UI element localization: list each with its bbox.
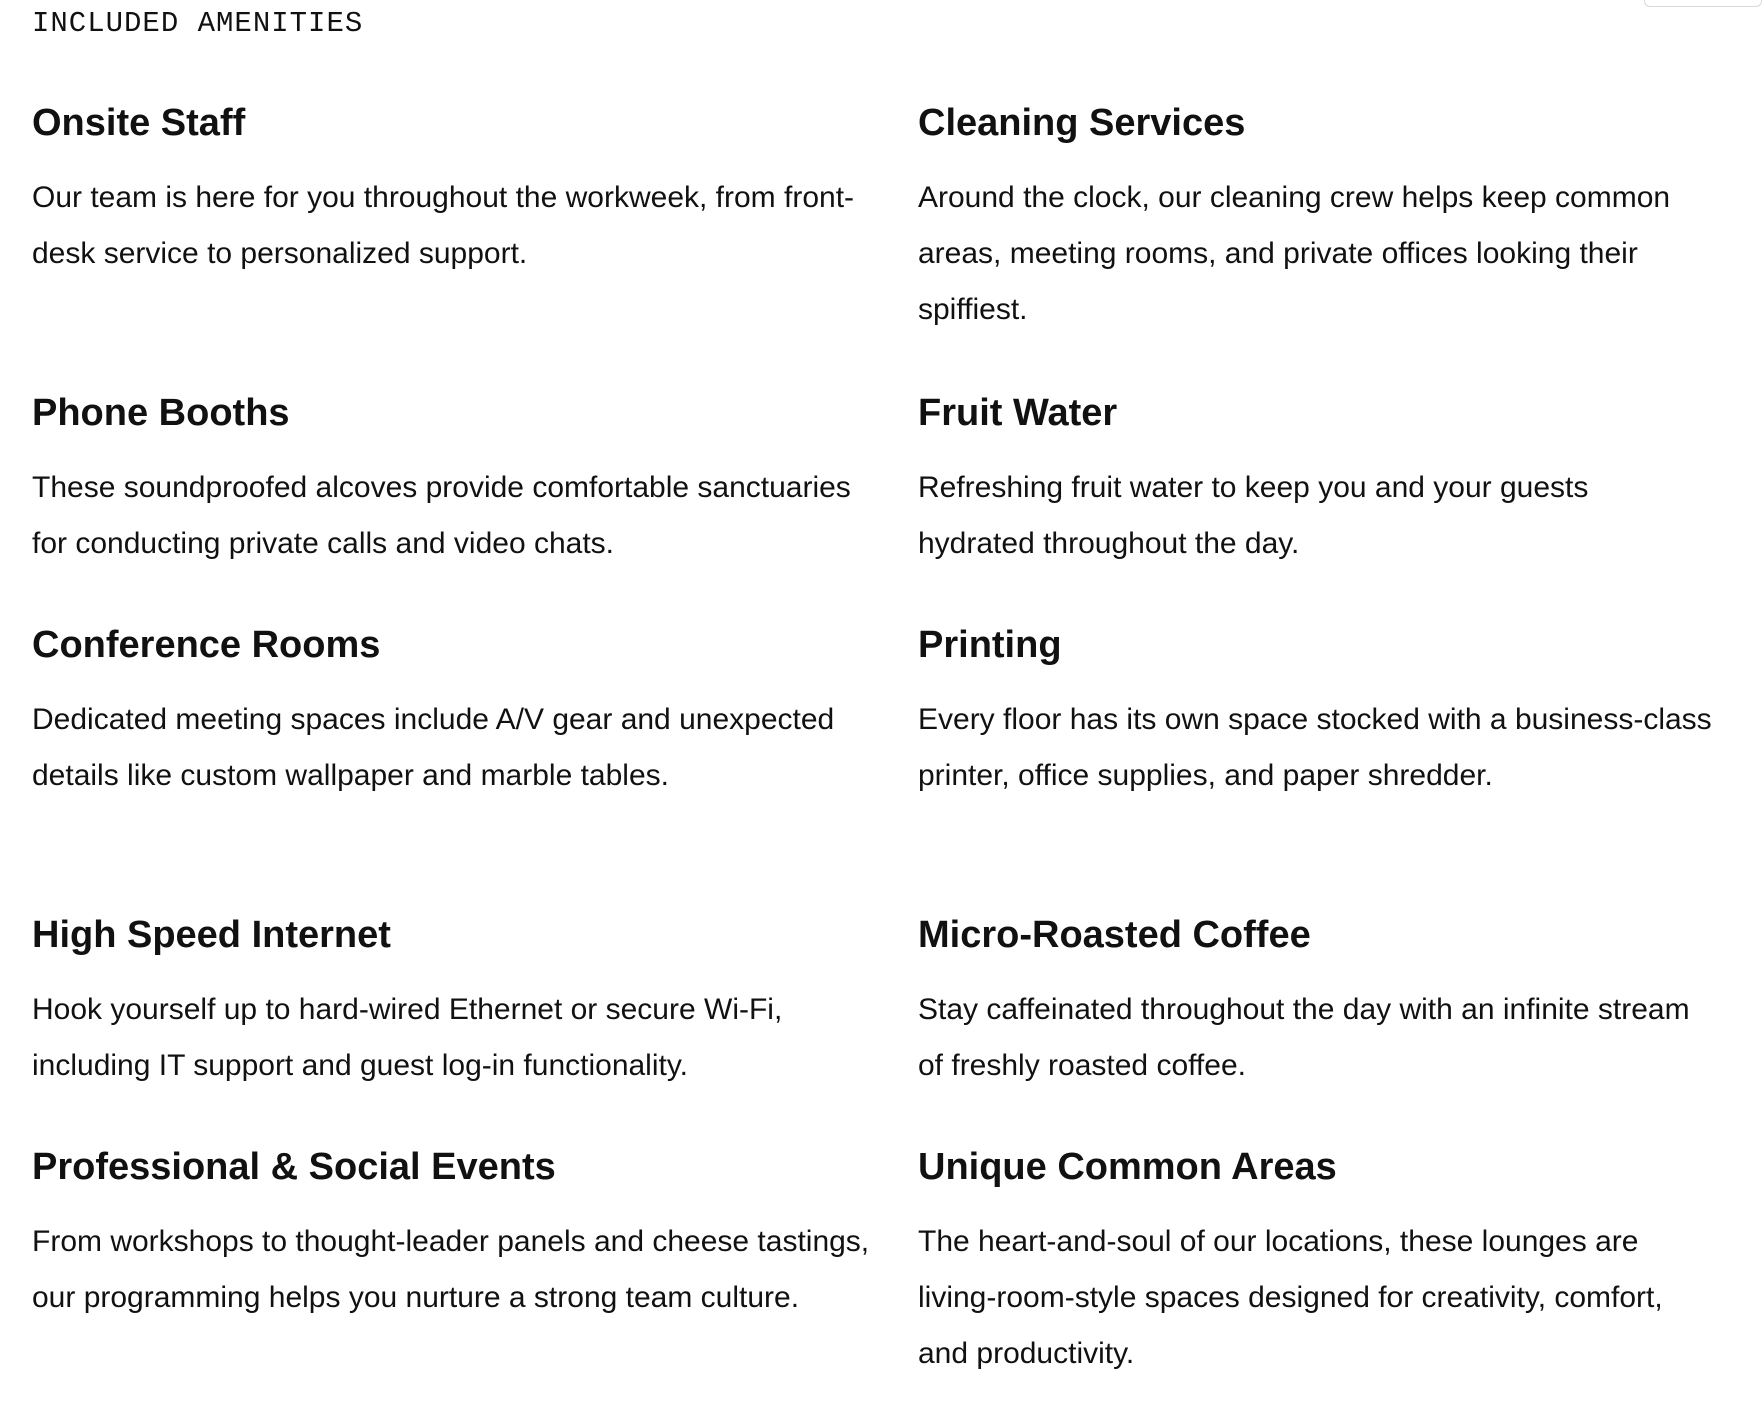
- amenity-title: Professional & Social Events: [32, 1146, 556, 1188]
- amenity-printing: [918, 622, 1752, 912]
- amenity-phone-booths: [32, 390, 918, 622]
- amenity-description: Around the clock, our cleaning crew helps keep common areas, meeting rooms, and private offices looking their spiffiest.: [918, 181, 1671, 326]
- amenity-unique-common-areas: [918, 1144, 1752, 1404]
- amenity-title: Printing: [918, 624, 1062, 666]
- amenity-title: High Speed Internet: [32, 914, 391, 956]
- amenity-professional-social-events: [32, 1144, 918, 1404]
- amenity-title: Micro-Roasted Coffee: [918, 914, 1311, 956]
- amenity-description: Dedicated meeting spaces include A/V gear and unexpected details like custom wallpaper and marble tables.: [32, 703, 835, 792]
- amenity-title: Fruit Water: [918, 392, 1118, 434]
- amenity-description: From workshops to thought-leader panels and cheese tastings, our programming helps you nurture a strong team culture.: [32, 1225, 870, 1314]
- amenity-micro-roasted-coffee: [918, 912, 1752, 1144]
- amenities-section: [32, 0, 1752, 1404]
- amenity-title: Unique Common Areas: [918, 1146, 1337, 1188]
- amenity-description: These soundproofed alcoves provide comfortable sanctuaries for conducting private calls and video chats.: [32, 471, 851, 560]
- amenities-grid: [32, 100, 1752, 1404]
- amenity-conference-rooms: [32, 622, 918, 912]
- section-eyebrow: INCLUDED AMENITIES: [32, 7, 364, 40]
- amenity-fruit-water: [918, 390, 1752, 622]
- amenity-description: Refreshing fruit water to keep you and your guests hydrated throughout the day.: [918, 471, 1589, 560]
- amenity-description: Stay caffeinated throughout the day with an infinite stream of freshly roasted coffee.: [918, 993, 1690, 1082]
- amenity-description: Our team is here for you throughout the workweek, from front-desk service to personalized support.: [32, 181, 855, 270]
- amenity-description: Every floor has its own space stocked with a business-class printer, office supplies, and paper shredder.: [918, 703, 1712, 792]
- amenity-description: The heart-and-soul of our locations, these lounges are living-room-style spaces designed for creativity, comfort, and productivity.: [918, 1225, 1663, 1370]
- amenity-title: Phone Booths: [32, 392, 290, 434]
- amenity-onsite-staff: [32, 100, 918, 390]
- amenity-title: Conference Rooms: [32, 624, 381, 666]
- amenity-title: Onsite Staff: [32, 102, 246, 144]
- amenity-description: Hook yourself up to hard-wired Ethernet or secure Wi-Fi, including IT support and guest log-in functionality.: [32, 993, 783, 1082]
- amenity-cleaning-services: [918, 100, 1752, 390]
- amenity-title: Cleaning Services: [918, 102, 1246, 144]
- amenity-high-speed-internet: [32, 912, 918, 1144]
